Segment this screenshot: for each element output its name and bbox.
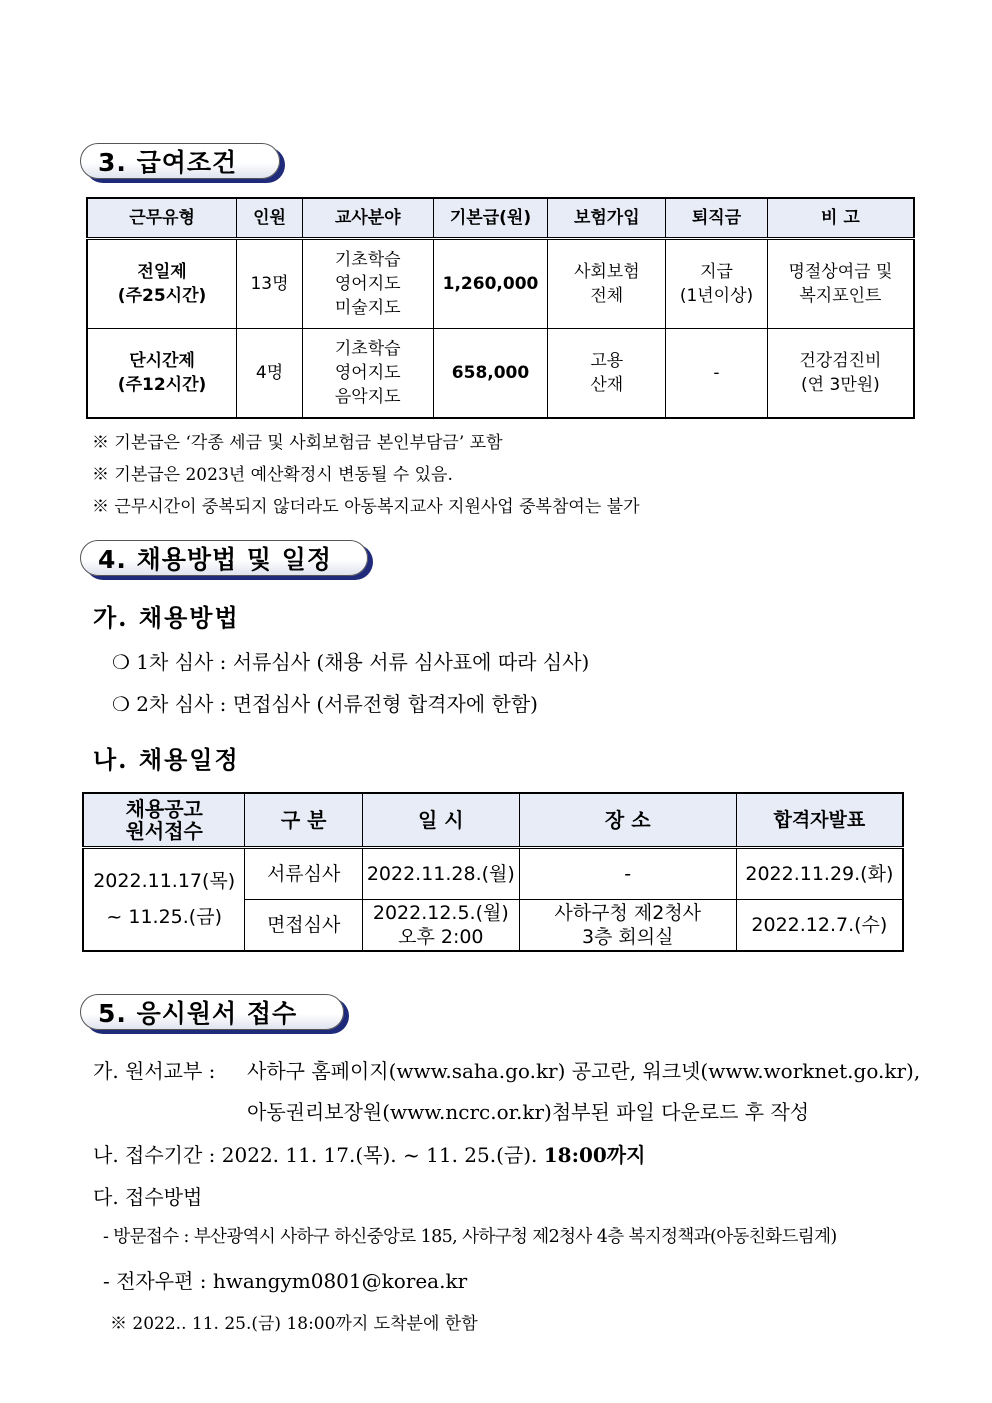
header-datetime: 일 시 xyxy=(362,793,519,847)
cell-period: 2022.11.17(목) ~ 11.25.(금) xyxy=(83,847,245,951)
cell-place: - xyxy=(519,847,736,899)
cell-count: 4명 xyxy=(237,328,303,418)
cell-retirement: - xyxy=(666,328,768,418)
note-1: ※ 기본급은 ‘각종 세금 및 사회보험금 본인부담금’ 포함 xyxy=(92,433,503,453)
visit-submission: - 방문접수 : 부산광역시 사하구 하신중앙로 185, 사하구청 제2청사 4층 복지정책과(아동친화드림계) xyxy=(103,1227,837,1247)
cell-work-type: 단시간제 (주12시간) xyxy=(87,328,237,418)
header-announcement: 채용공고 원서접수 xyxy=(83,793,245,847)
cell-field: 기초학습 영어지도 미술지도 xyxy=(302,238,433,328)
cell-retirement: 지급 (1년이상) xyxy=(666,238,768,328)
salary-table-header xyxy=(87,198,914,238)
schedule-table xyxy=(82,792,904,952)
cell-result: 2022.11.29.(화) xyxy=(736,847,903,899)
cell-remark: 건강검진비 (연 3만원) xyxy=(767,328,914,418)
header-insurance: 보험가입 xyxy=(548,198,666,238)
distribution-label: 가. 원서교부 : xyxy=(93,1059,216,1083)
distribution-line-1: 사하구 홈페이지(www.saha.go.kr) 공고란, 워크넷(www.worknet.go.kr), xyxy=(247,1059,921,1083)
header-retirement: 퇴직금 xyxy=(666,198,768,238)
cell-date: 2022.12.5.(월) 오후 2:00 xyxy=(362,899,519,951)
cell-result: 2022.12.7.(수) xyxy=(736,899,903,951)
note-2: ※ 기본급은 2023년 예산확정시 변동될 수 있음. xyxy=(92,465,453,485)
method-title: 가. 채용방법 xyxy=(93,603,240,632)
method-label: 다. 접수방법 xyxy=(93,1185,203,1209)
section-3-header xyxy=(80,143,290,183)
section-4-header xyxy=(80,540,380,580)
header-result: 합격자발표 xyxy=(736,793,903,847)
schedule-table-header xyxy=(83,793,903,847)
method-step-1: ❍ 1차 심사 : 서류심사 (채용 서류 심사표에 따라 심사) xyxy=(112,650,590,674)
section-5-header xyxy=(80,994,360,1034)
table-row xyxy=(83,847,903,899)
note-3: ※ 근무시간이 중복되지 않더라도 아동복지교사 지원사업 중복참여는 불가 xyxy=(92,497,640,517)
header-field: 교사분야 xyxy=(302,198,433,238)
period-label: 나. 접수기간 : xyxy=(93,1143,216,1167)
cell-remark: 명절상여금 및 복지포인트 xyxy=(767,238,914,328)
section-5-title: 5. 응시원서 접수 xyxy=(98,999,298,1028)
cell-kind: 서류심사 xyxy=(245,847,363,899)
schedule-title: 나. 채용일정 xyxy=(93,745,240,774)
salary-table xyxy=(86,197,915,419)
header-remark: 비 고 xyxy=(767,198,914,238)
cell-count: 13명 xyxy=(237,238,303,328)
distribution-line-2: 아동권리보장원(www.ncrc.or.kr)첨부된 파일 다운로드 후 작성 xyxy=(247,1100,810,1124)
header-work-type: 근무유형 xyxy=(87,198,237,238)
final-note: ※ 2022.. 11. 25.(금) 18:00까지 도착분에 한함 xyxy=(110,1314,478,1334)
period-deadline: 18:00까지 xyxy=(543,1143,646,1167)
period-line xyxy=(93,1139,645,1168)
cell-date: 2022.11.28.(월) xyxy=(362,847,519,899)
cell-insurance: 고용 산재 xyxy=(548,328,666,418)
cell-base-pay: 1,260,000 xyxy=(433,238,548,328)
email-submission: - 전자우편 : hwangym0801@korea.kr xyxy=(103,1269,468,1293)
header-category: 구 분 xyxy=(245,793,363,847)
header-location: 장 소 xyxy=(519,793,736,847)
cell-kind: 면접심사 xyxy=(245,899,363,951)
header-base-pay: 기본급(원) xyxy=(433,198,548,238)
method-step-2: ❍ 2차 심사 : 면접심사 (서류전형 합격자에 한함) xyxy=(112,692,538,716)
cell-field: 기초학습 영어지도 음악지도 xyxy=(302,328,433,418)
period-text: 2022. 11. 17.(목). ~ 11. 25.(금). xyxy=(221,1143,538,1167)
cell-place: 사하구청 제2청사 3층 회의실 xyxy=(519,899,736,951)
section-4-title: 4. 채용방법 및 일정 xyxy=(98,545,333,574)
table-row xyxy=(87,328,914,418)
header-count: 인원 xyxy=(237,198,303,238)
cell-insurance: 사회보험 전체 xyxy=(548,238,666,328)
cell-work-type: 전일제 (주25시간) xyxy=(87,238,237,328)
table-row xyxy=(87,238,914,328)
cell-base-pay: 658,000 xyxy=(433,328,548,418)
section-3-title: 3. 급여조건 xyxy=(98,148,238,177)
